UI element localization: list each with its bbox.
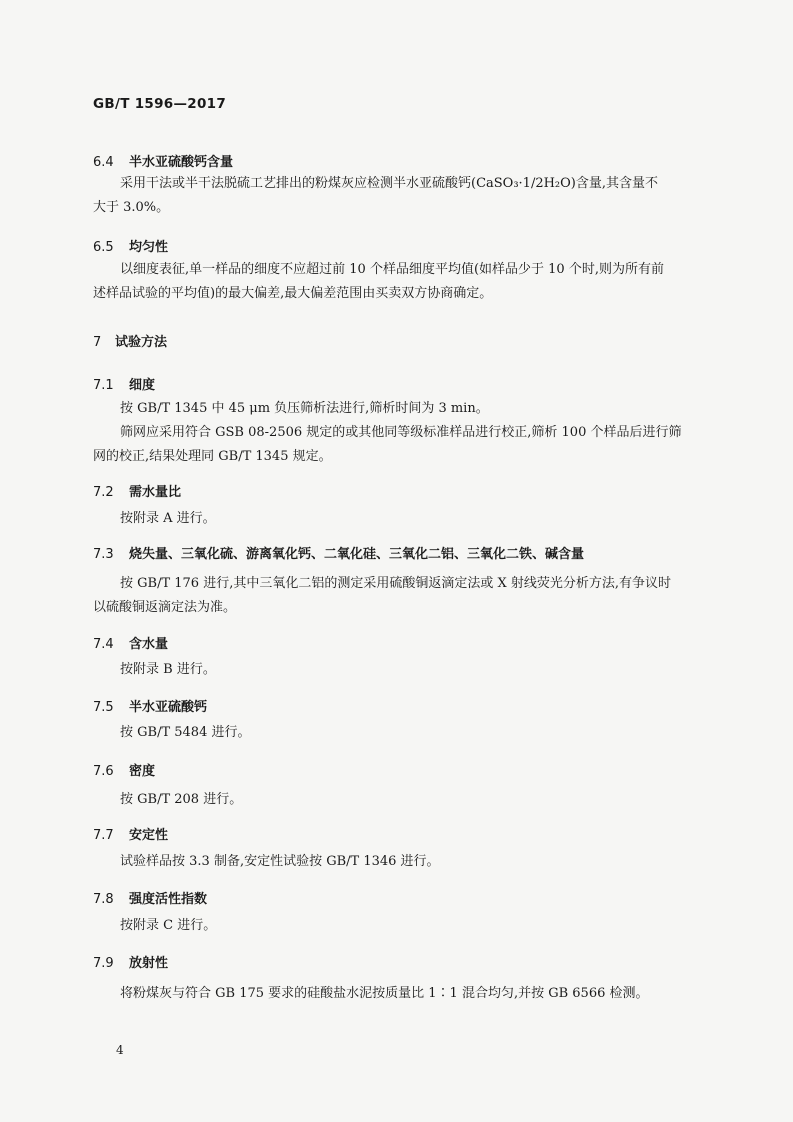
section-body-7-3: 按 GB/T 176 进行,其中三氧化二铝的测定采用硫酸铜返滴定法或 X 射线荧光分析方法,有争议时 以硫酸铜返滴定法为准。 bbox=[93, 576, 671, 615]
section-body-7-5: 按 GB/T 5484 进行。 bbox=[120, 725, 251, 740]
section-heading-7-2: 7.2 需水量比 bbox=[93, 485, 182, 500]
section-body-7-8: 按附录 C 进行。 bbox=[120, 918, 217, 933]
section-heading-6-5: 6.5 均匀性 bbox=[93, 240, 169, 255]
section-body-7-7: 试验样品按 3.3 制备,安定性试验按 GB/T 1346 进行。 bbox=[120, 854, 440, 869]
section-heading-7-9: 7.9 放射性 bbox=[93, 956, 169, 971]
section-body-7-9: 将粉煤灰与符合 GB 175 要求的硅酸盐水泥按质量比 1∶1 混合均匀,并按 GB 6566 检测。 bbox=[120, 986, 649, 1001]
section-heading-7-5: 7.5 半水亚硫酸钙 bbox=[93, 700, 208, 715]
section-heading-7-1: 7.1 细度 bbox=[93, 378, 156, 393]
section-heading-7-6: 7.6 密度 bbox=[93, 764, 156, 779]
section-body-6-5: 以细度表征,单一样品的细度不应超过前 10 个样品细度平均值(如样品少于 10 个时,则为所有前 述样品试验的平均值)的最大偏差,最大偏差范围由买卖双方协商确定。 bbox=[93, 262, 664, 301]
standard-code: GB/T 1596—2017 bbox=[93, 96, 227, 112]
section-body-6-4: 采用干法或半干法脱硫工艺排出的粉煤灰应检测半水亚硫酸钙(CaSO₃·1/2H₂O)含量,其含量不 大于 3.0%。 bbox=[93, 176, 659, 215]
page-number: 4 bbox=[116, 1043, 124, 1057]
section-body-7-2: 按附录 A 进行。 bbox=[120, 511, 216, 526]
section-heading-6-4: 6.4 半水亚硫酸钙含量 bbox=[93, 155, 234, 170]
section-body-7-6: 按 GB/T 208 进行。 bbox=[120, 792, 243, 807]
section-body-7-1: 按 GB/T 1345 中 45 μm 负压筛析法进行,筛析时间为 3 min。 筛网应采用符合 GSB 08-2506 规定的或其他同等级标准样品进行校正,筛析 100 个样品后进行筛 网的校正,结果处理同 GB/T 1345 规定。 bbox=[93, 401, 682, 464]
section-heading-7-8: 7.8 强度活性指数 bbox=[93, 892, 208, 907]
section-body-7-4: 按附录 B 进行。 bbox=[120, 662, 216, 677]
section-heading-7-7: 7.7 安定性 bbox=[93, 828, 169, 843]
section-heading-7-3: 7.3 烧失量、三氧化硫、游离氧化钙、二氧化硅、三氧化二铝、三氧化二铁、碱含量 bbox=[93, 547, 585, 562]
chapter-heading-7: 7 试验方法 bbox=[93, 335, 168, 350]
section-heading-7-4: 7.4 含水量 bbox=[93, 637, 169, 652]
